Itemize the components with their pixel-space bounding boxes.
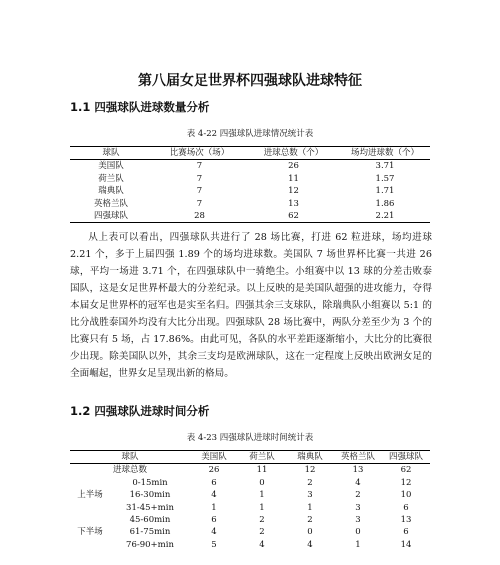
table-cell: 62	[247, 210, 340, 223]
table-cell: 英格兰队	[93, 198, 128, 209]
table-cell: 3	[355, 515, 361, 526]
table-cell: 1.86	[375, 198, 395, 209]
table-cell: 4	[211, 490, 217, 501]
table-cell: 4	[355, 477, 361, 488]
table-cell: 1	[307, 502, 313, 513]
column-header: 英格兰队	[334, 451, 382, 464]
table-cell: 7	[196, 173, 203, 184]
table-row	[70, 198, 430, 210]
table-cell: 3.71	[375, 161, 395, 172]
column-header: 比赛场次（场）	[152, 147, 247, 160]
table-cell: 6	[211, 515, 217, 526]
table-cell: 3	[355, 502, 361, 513]
section-heading-goal-time: 1.2 四强球队进球时间分析	[70, 404, 210, 418]
column-header: 球队	[70, 451, 190, 464]
page-title: 第八届女足世界杯四强球队进球特征	[138, 73, 362, 89]
table-cell: 1.71	[375, 186, 395, 197]
table-cell: 62	[400, 465, 412, 476]
row-group-label: 上半场	[77, 490, 103, 501]
table-caption-goal-stats: 表 4-22 四强球队进球情况统计表	[186, 129, 314, 139]
table-cell: 2.21	[340, 210, 430, 223]
table-cell: 5	[211, 539, 217, 550]
table-cell: 四强球队	[70, 210, 152, 223]
table-cell: 28	[152, 210, 247, 223]
table-cell: 1.57	[375, 173, 395, 184]
table-cell: 荷兰队	[98, 173, 124, 184]
column-header: 荷兰队	[238, 451, 286, 464]
table-cell: 1	[211, 502, 217, 513]
table-cell: 26	[288, 161, 299, 172]
table-row	[70, 477, 430, 489]
table-cell: 0	[259, 477, 265, 488]
table-row	[70, 526, 430, 538]
table-cell: 2	[259, 515, 265, 526]
table-cell: 12	[400, 477, 412, 488]
section-heading-goal-count: 1.1 四强球队进球数量分析	[70, 100, 210, 114]
table-header-row	[70, 147, 430, 160]
table-cell: 6	[211, 477, 217, 488]
table-cell: 进球总数	[112, 465, 147, 476]
goal-stats-table	[70, 146, 430, 223]
table-cell: 13	[400, 515, 412, 526]
table-cell: 11	[256, 465, 268, 476]
table-cell: 7	[196, 161, 203, 172]
table-cell: 2	[355, 490, 361, 501]
row-group-label: 下半场	[77, 527, 103, 538]
table-cell: 76-90+min	[126, 539, 174, 550]
column-header: 美国队	[190, 451, 238, 464]
goal-time-table	[70, 450, 430, 551]
table-cell: 0	[307, 527, 313, 538]
table-cell: 4	[259, 539, 265, 550]
column-header: 球队	[70, 147, 152, 160]
table-row	[70, 160, 430, 173]
table-cell: 美国队	[98, 161, 124, 172]
column-header: 进球总数（个）	[247, 147, 340, 160]
table-cell: 1	[259, 502, 265, 513]
table-cell: 4	[307, 539, 313, 550]
table-cell: 0-15min	[132, 477, 168, 488]
table-row	[70, 173, 430, 185]
table-row	[70, 539, 430, 551]
table-cell: 2	[307, 477, 313, 488]
table-cell: 6	[403, 502, 409, 513]
table-cell: 61-75min	[129, 527, 171, 538]
table-cell: 26	[208, 465, 220, 476]
table-cell: 45-60min	[129, 515, 171, 526]
table-cell: 12	[304, 465, 316, 476]
table-cell: 2	[307, 515, 313, 526]
table-row	[70, 502, 430, 514]
table-caption-goal-time: 表 4-23 四强球队进球时间统计表	[186, 433, 314, 443]
analysis-paragraph: 从上表可以看出，四强球队共进行了 28 场比赛，打进 62 粒进球，场均进球 2.21 个，多于上届四强 1.89 个的场均进球数。美国队 7 场世界杯比赛一共进 26 球，平均一场进 3.71 个，在四强球队中一骑绝尘。小组赛中以 13 球的分差击败泰国队，这是女足世界杯最大的分差纪录。以上反映的是美国队超强的进攻能力，夺得本届女足世界杯的冠军也是实至名归。四强其余三支球队，除瑞典队小组赛以 5:1 的比分战胜泰国外均没有大比分出现。四强球队 28 场比赛中，两队分差至少为 3 个的比赛只有 5 场，占 17.86%。由此可见，各队的水平差距逐渐缩小，大比分的比赛很少出现。除美国队以外，其余三支均是欧洲球队，这在一定程度上反映出欧洲女足的全面崛起，世界女足呈现出新的格局。	[70, 232, 432, 379]
table-cell: 1	[259, 490, 265, 501]
table-cell: 11	[288, 173, 299, 184]
column-header: 瑞典队	[286, 451, 334, 464]
table-cell: 7	[196, 198, 203, 209]
table-cell: 14	[400, 539, 412, 550]
table-cell: 12	[288, 186, 299, 197]
table-row	[70, 489, 430, 501]
table-cell: 2	[259, 527, 265, 538]
column-header: 场均进球数（个）	[340, 147, 430, 160]
table-cell: 0	[355, 527, 361, 538]
table-row	[70, 185, 430, 197]
table-row	[70, 210, 430, 223]
table-cell: 3	[307, 490, 313, 501]
table-cell: 瑞典队	[98, 186, 124, 197]
table-row-total	[70, 464, 430, 477]
table-cell: 13	[288, 198, 299, 209]
table-cell: 31-45+min	[126, 502, 174, 513]
table-row	[70, 514, 430, 526]
table-cell: 7	[196, 186, 203, 197]
table-cell: 13	[352, 465, 364, 476]
table-cell: 1	[355, 539, 361, 550]
table-cell: 6	[403, 527, 409, 538]
table-header-row	[70, 451, 430, 464]
column-header: 四强球队	[382, 451, 430, 464]
table-cell: 10	[400, 490, 412, 501]
table-cell: 4	[211, 527, 217, 538]
table-cell: 16-30min	[129, 490, 171, 501]
